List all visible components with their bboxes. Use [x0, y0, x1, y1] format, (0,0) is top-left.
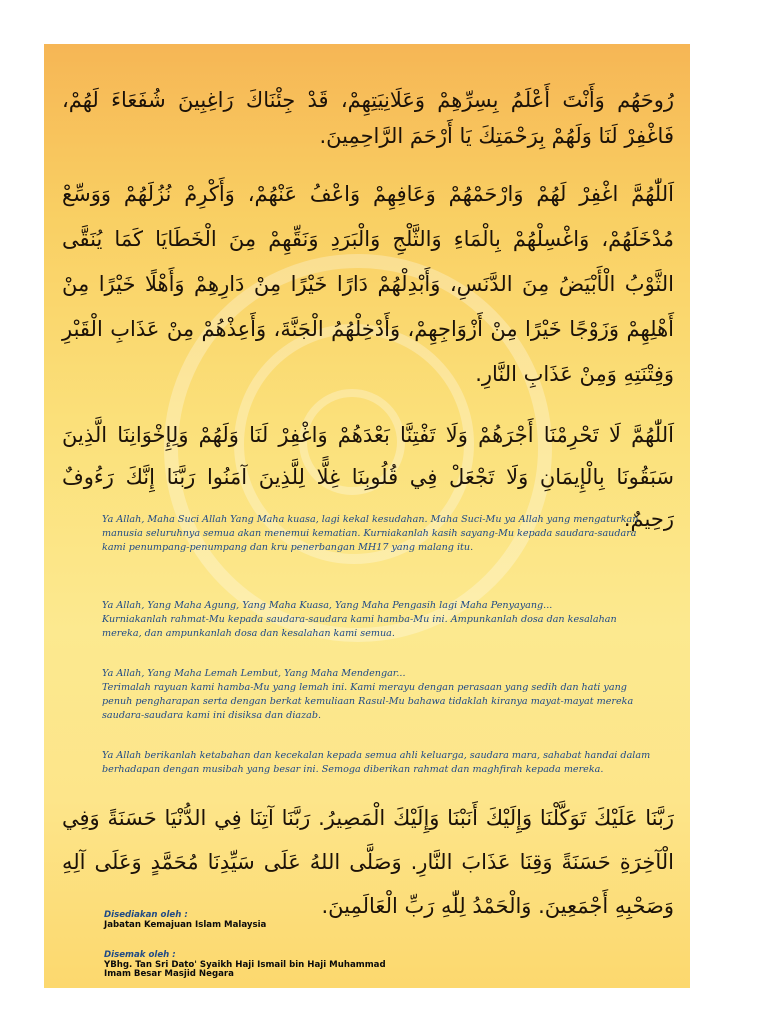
arabic-prayer-closing: رَبَّنَا عَلَيْكَ تَوَكَّلْنَا وَإِلَيْكَ أَنَبْنَا وَإِلَيْكَ الْمَصِيرُ. رَبَّنَا آتِنَا فِي الدُّنْيَا حَسَنَةً وَفِي الْآخِرَةِ حَسَنَةً وَقِنَا عَذَابَ النَّارِ. وَصَلَّى اللهُ عَلَى سَيِّدِنَا مُحَمَّدٍ وَعَلَى آلِهِ وَصَحْبِهِ أَجْمَعِينَ. وَالْحَمْدُ لِلّٰهِ رَبِّ الْعَالَمِينَ.: [62, 806, 674, 918]
prepared-by-caption: Disediakan oleh :: [104, 910, 188, 920]
prepared-by-credit: [104, 911, 404, 930]
translation-paragraph-3: [102, 667, 654, 723]
checked-by-name: YBhg. Tan Sri Dato' Syaikh Haji Ismail bin Haji Muhammad: [104, 959, 386, 970]
checked-by-caption: Disemak oleh :: [104, 950, 176, 960]
prepared-by-name: Jabatan Kemajuan Islam Malaysia: [104, 919, 267, 930]
arabic-prayer-forgiveness: اَللّٰهُمَّ لَا تَحْرِمْنَا أَجْرَهُمْ وَلَا تَفْتِنَّا بَعْدَهُمْ وَاغْفِرْ لَنَا وَلَهُمْ وَلِإِخْوَانِنَا الَّذِينَ سَبَقُونَا بِالْإِيمَانِ وَلَا تَجْعَلْ فِي قُلُوبِنَا غِلًّا لِلَّذِينَ آمَنُوا رَبَّنَا إِنَّكَ رَءُوفٌ رَحِيمٌ.: [62, 423, 674, 531]
translation-p2-body: Kurniakanlah rahmat-Mu kepada saudara-saudara kami hamba-Mu ini. Ampunkanlah dosa dan kesalahan mereka, dan ampunkanlah dosa dan kesalahan kami semua.: [102, 614, 617, 639]
arabic-prayer-opening: رُوحَهُم وَأَنْتَ أَعْلَمُ بِسِرِّهِمْ وَعَلَانِيَتِهِمْ، قَدْ جِئْنَاكَ رَاغِبِينَ شُفَعَاءَ لَهُمْ، فَاغْفِرْ لَنَا وَلَهُمْ بِرَحْمَتِكَ يَا أَرْحَمَ الرَّاحِمِينَ.: [62, 88, 674, 148]
checked-by-credit: [104, 951, 404, 980]
translation-paragraph-2: [102, 599, 654, 641]
translation-p2-heading: Ya Allah, Yang Maha Agung, Yang Maha Kuasa, Yang Maha Pengasih lagi Maha Penyayang...: [102, 600, 553, 611]
arabic-prayer-main: اَللّٰهُمَّ اغْفِرْ لَهُمْ وَارْحَمْهُمْ وَعَافِهِمْ وَاعْفُ عَنْهُمْ، وَأَكْرِمْ نُزُلَهُمْ وَوَسِّعْ مُدْخَلَهُمْ، وَاغْسِلْهُمْ بِالْمَاءِ وَالثَّلْجِ وَالْبَرَدِ وَنَقِّهِمْ مِنَ الْخَطَايَا كَمَا يُنَقَّى الثَّوْبُ الْأَبْيَضُ مِنَ الدَّنَسِ، وَأَبْدِلْهُمْ دَارًا خَيْرًا مِنْ دَارِهِمْ وَأَهْلًا خَيْرًا مِنْ أَهْلِهِمْ وَزَوْجًا خَيْرًا مِنْ أَزْوَاجِهِمْ، وَأَدْخِلْهُمُ الْجَنَّةَ، وَأَعِذْهُمْ مِنْ عَذَابِ الْقَبْرِ وَفِتْنَتِهِ وَمِنْ عَذَابِ النَّارِ.: [62, 182, 674, 386]
translation-paragraph-1: Ya Allah, Maha Suci Allah Yang Maha kuasa, lagi kekal kesudahan. Maha Suci-Mu ya Allah yang mengaturkan manusia seluruhnya semua akan menemui kematian. Kurniakanlah kasih sayang-Mu kepada saudara-saudara kami penumpang-penumpang dan kru penerbangan MH17 yang malang itu.: [102, 514, 639, 553]
translation-paragraph-4: Ya Allah berikanlah ketabahan dan kecekalan kepada semua ahli keluarga, saudara mara, sahabat handai dalam berhadapan dengan musibah yang besar ini. Semoga diberikan rahmat dan maghfirah kepada mereka.: [102, 750, 651, 775]
translation-p3-heading: Ya Allah, Yang Maha Lemah Lembut, Yang Maha Mendengar...: [102, 668, 406, 679]
checked-by-title: Imam Besar Masjid Negara: [104, 969, 234, 980]
translation-p3-body: Terimalah rayuan kami hamba-Mu yang lemah ini. Kami merayu dengan perasaan yang sedih dan hati yang penuh pengharapan serta dengan berkat kemuliaan Rasul-Mu bahawa tidaklah kiranya mayat-mayat mereka saudara-saudara kami ini disiksa dan diazab.: [102, 682, 634, 721]
prayer-page: [44, 44, 690, 988]
